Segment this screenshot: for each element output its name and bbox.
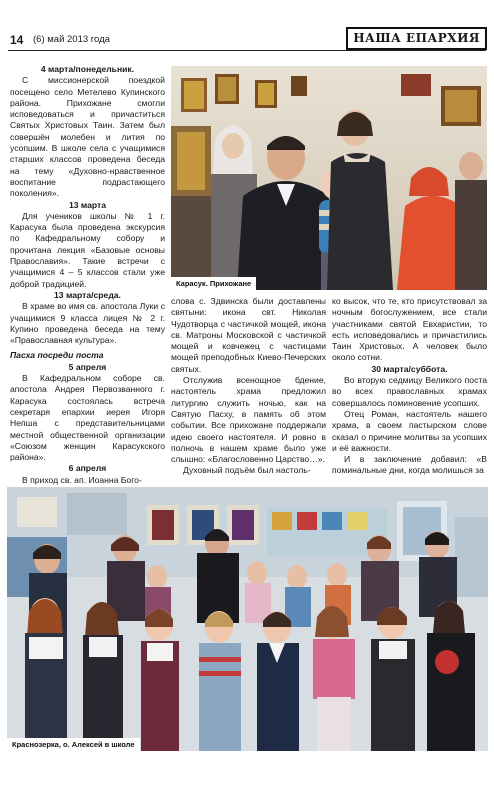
paragraph: Отслужив всенощное бдение, настоятель храма предложил литургию служить ночью, как на Святую Пасху, в память об этом событии. Все прихожане поддержали идею своего настоятеля. И ровно в полночь в нашем храме было уже слышно: «Благословенно Царство…». (171, 375, 326, 465)
article-column-middle (171, 296, 326, 477)
paragraph: С миссионерской поездкой посещено село Метелево Купинского района. Прихожане смогли исповедоваться и причаститься Святых Христовых Таин. Затем был совершён молебен и лития по усопшим. В школе села с учащимися старших классов проведена беседа на тему «Духовно-нравственное воспитание подрастающего поколения». (10, 75, 165, 199)
date-heading: 13 марта/среда. (54, 289, 121, 300)
paragraph: Отец Роман, настоятель нашего храма, в своем пастырском слове сказал о причине молитвы за усопших и её важности. (332, 408, 487, 453)
paragraph: ко высок, что те, кто присутствовал за ночным богослужением, все стали участниками святой Евхаристии, то есть исповедовались и причастились Таин Христовых. А человек было около сотни. (332, 296, 487, 363)
paragraph: слова с. Здвинска были доставлены святыни: икона свт. Николая Чудотворца с частичкой мощей, икона св. Матроны Московской с частичкой мощей и ковчежец с частицами мощей преподобных Киево-Печерских святых. (171, 296, 326, 374)
paragraph: Духовный подъём был настоль- (183, 465, 311, 476)
paragraph: И в заключение добавил: «В поминальные дни, когда молишься за (332, 454, 487, 476)
photo-parishioners-caption: Карасук. Прихожане (171, 277, 256, 290)
issue-date: (6) май 2013 года (33, 34, 110, 45)
article-column-left (10, 64, 165, 486)
photo-school-caption: Краснозерка, о. Алексей в школе (7, 738, 140, 751)
paragraph: Для учеников школы № 1 г. Карасука была проведена экскурсия по Кафедральному собору и прочитана лекция «Базовые основы Православия». Такие встречи с учащимися 4 – 5 классов стали уже доброй традицией. (10, 210, 165, 289)
page-number: 14 (10, 33, 24, 47)
publication-logo: НАША ЕПАРХИЯ (346, 27, 487, 50)
date-heading: 4 марта/понедельник. (40, 64, 135, 74)
date-heading: 13 марта (68, 199, 107, 210)
header-rule (8, 50, 486, 51)
paragraph: Во вторую седмицу Великого поста во всех православных храмах совершалось поминовение усопших. (332, 375, 487, 408)
paragraph: В храме во имя св. апостола Луки с учащимися 9 класса лицея № 2 г. Купино проведена беседа на тему «Православная культура». (10, 301, 165, 346)
date-heading: 5 апреля (68, 361, 107, 372)
page-header (0, 0, 494, 52)
article-column-right (332, 296, 487, 477)
photo-school (7, 487, 488, 751)
photo-parishioners-image (171, 66, 487, 290)
paragraph: В приход св. ап. Иоанна Бого- (22, 474, 142, 485)
photo-school-image (7, 487, 488, 751)
paragraph: В Кафедральном соборе св. апостола Андрея Первозванного г. Карасука состоялась встреча секретаря епархии иерея Игоря Непша с представительницами местной общественной организации «Союзом женщин Карасукского района». (10, 373, 165, 463)
section-heading: Пасха посреди поста (10, 350, 104, 361)
photo-parishioners (171, 66, 487, 290)
date-heading: 30 марта/суббота. (371, 363, 448, 374)
date-heading: 6 апреля (68, 463, 107, 474)
